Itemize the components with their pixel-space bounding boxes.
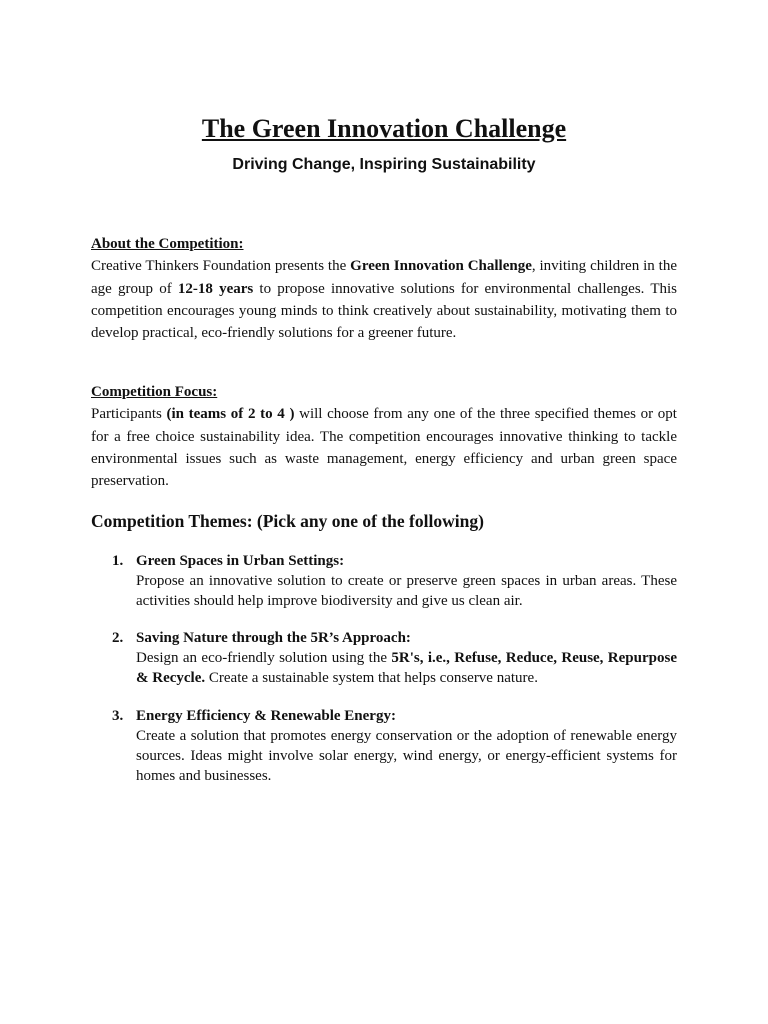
- theme-desc-text-1: Design an eco-friendly solution using the: [136, 650, 392, 666]
- theme-desc-text-2: Create a sustainable system that helps conserve nature.: [205, 670, 538, 686]
- about-text-3: to propose innovative solutions for environmental challenges. This competition encourages young minds to think creatively about sustainability, motivating them to develop practical, eco-friendly solutions for a greener future.: [91, 280, 677, 342]
- focus-heading: Competition Focus:: [91, 384, 218, 400]
- theme-title: Energy Efficiency & Renewable Energy:: [136, 708, 396, 724]
- about-bold-challenge: Green Innovation Challenge: [350, 258, 532, 275]
- about-bold-age: 12-18 years: [177, 280, 254, 297]
- focus-text-1: Participants: [91, 406, 167, 423]
- about-section: [91, 233, 677, 344]
- theme-item: [112, 551, 677, 611]
- theme-number: 1.: [112, 553, 124, 569]
- theme-number: 2.: [112, 630, 124, 646]
- focus-text-2: will choose from any one of the three specified themes or opt for a free choice sustainability idea. The competition encourages innovative thinking to tackle environmental issues such as waste management, energy efficiency and urban green space preservation.: [91, 406, 677, 490]
- theme-description: Create a solution that promotes energy conservation or the adoption of renewable energy sources. Ideas might involve solar energy, wind energy, or energy-efficient systems for homes and businesses.: [136, 728, 677, 784]
- theme-item: [112, 706, 677, 786]
- focus-paragraph: [91, 403, 677, 492]
- about-text-2: , inviting children in the age group of: [91, 258, 678, 297]
- theme-description: [136, 648, 677, 688]
- theme-title: Green Spaces in Urban Settings:: [136, 553, 345, 569]
- about-heading: About the Competition:: [91, 236, 244, 252]
- page-title: The Green Innovation Challenge: [201, 114, 567, 143]
- theme-item: [112, 628, 677, 688]
- about-text-1: Creative Thinkers Foundation presents the: [91, 258, 351, 275]
- about-paragraph: [91, 255, 677, 344]
- focus-bold-teams: (in teams of 2 to 4 ): [166, 406, 295, 423]
- focus-section: [91, 381, 677, 492]
- page-subtitle: Driving Change, Inspiring Sustainability: [232, 156, 536, 173]
- themes-heading: Competition Themes: (Pick any one of the following): [91, 511, 484, 531]
- theme-description: Propose an innovative solution to create or preserve green spaces in urban areas. These activities should help improve biodiversity and give us clean air.: [136, 573, 677, 609]
- theme-desc-bold: 5R's, i.e., Refuse, Reduce, Reuse, Repurpose & Recycle.: [136, 650, 677, 686]
- theme-title: Saving Nature through the 5R’s Approach:: [136, 630, 411, 646]
- theme-number: 3.: [112, 708, 124, 724]
